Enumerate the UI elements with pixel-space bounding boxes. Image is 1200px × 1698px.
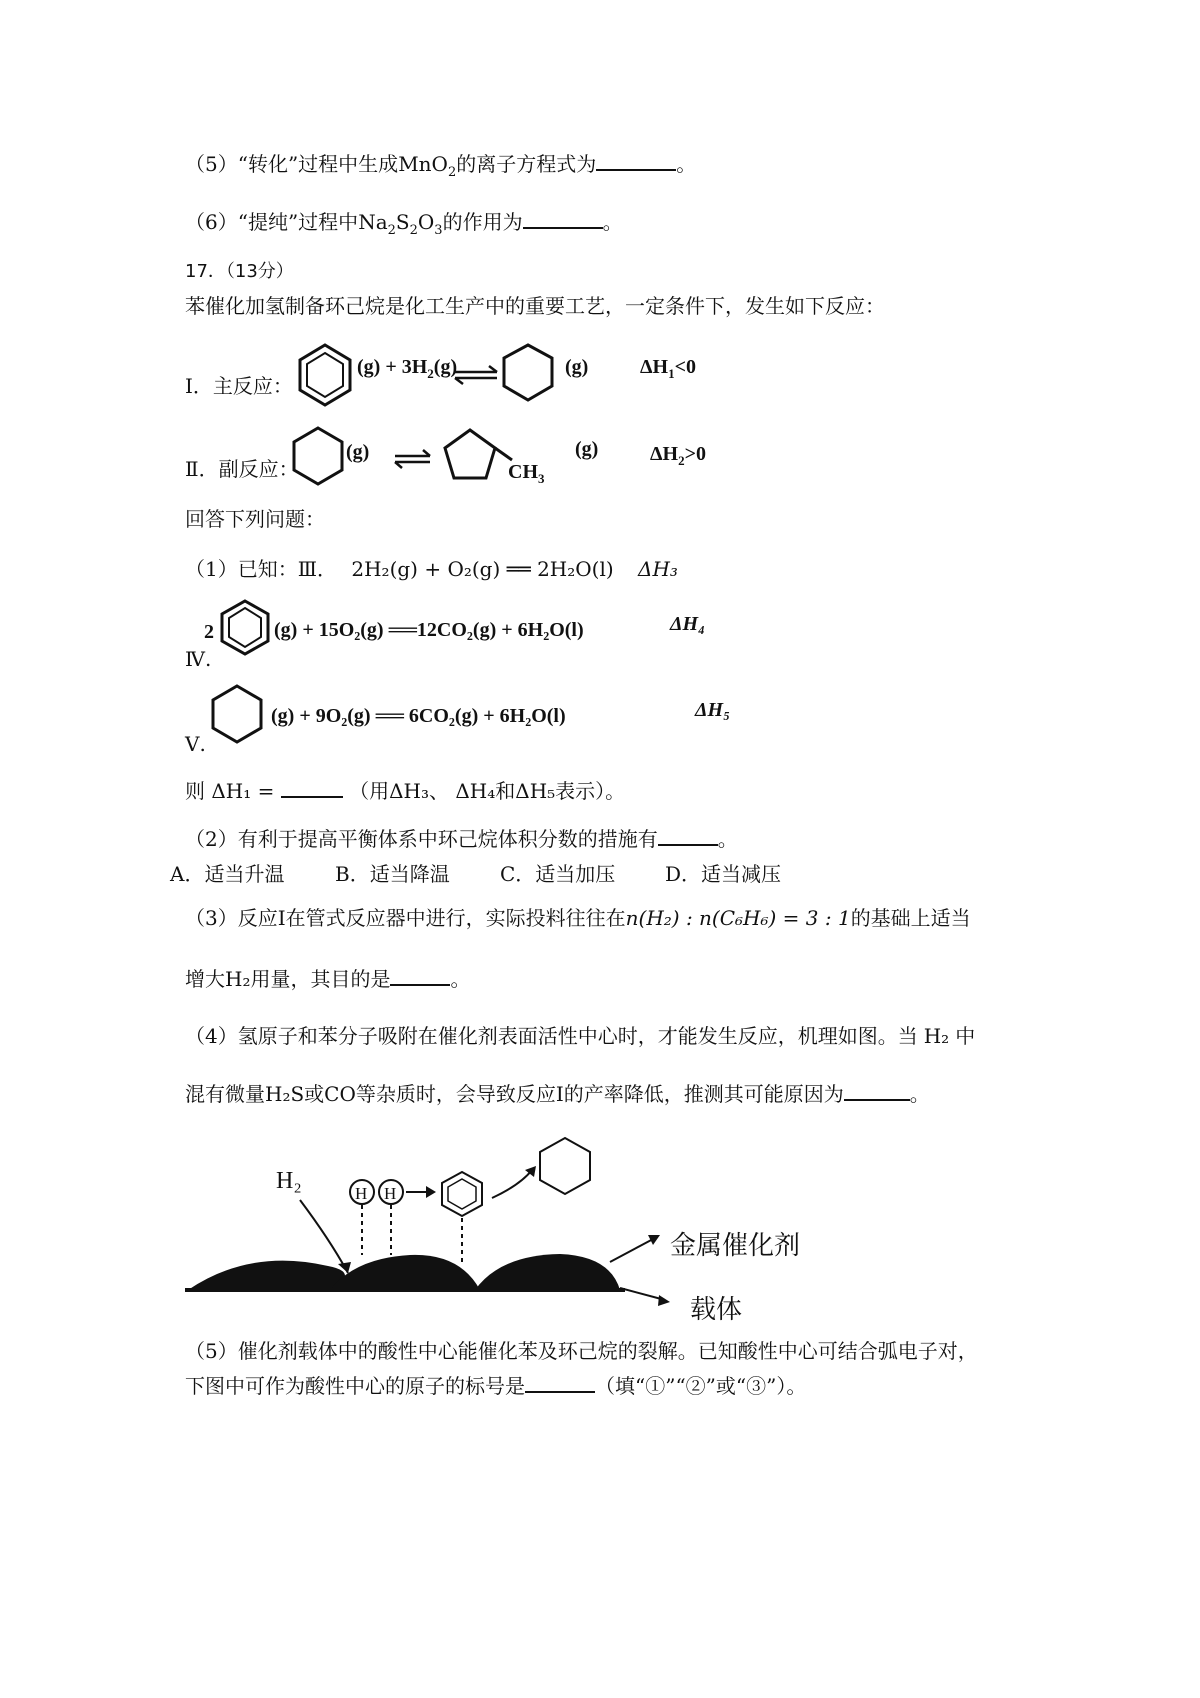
answer-blank[interactable] [281, 778, 343, 798]
r1-reagent: $(g) + 3H_2(g)$ [357, 356, 458, 381]
option-d[interactable]: D．适当减压 [665, 862, 782, 886]
answer-blank[interactable] [596, 151, 676, 171]
svg-text:(g) + 9O₂(g) ══ 6CO₂(g) + 6H₂O: (g) + 9O₂(g) ══ 6CO₂(g) + 6H₂O(l) [271, 705, 566, 727]
methylcyclopentane-icon [445, 430, 512, 478]
reaction-1-scheme [295, 340, 755, 420]
q17-part4-line2: 混有微量H₂S或CO等杂质时，会导致反应Ⅰ的产率降低，推测其可能原因为 。 [185, 1082, 930, 1106]
svg-text:H: H [384, 1184, 397, 1203]
arrow-icon [610, 1238, 655, 1262]
q17-part3-line1: （3）反应Ⅰ在管式反应器中进行，实际投料往往在n(H₂) : n(C₆H₆) = 3 : 1的基础上适当 [185, 906, 971, 930]
svg-text:ΔH₄: ΔH₄ [670, 613, 706, 635]
answer-blank[interactable] [844, 1081, 910, 1101]
reaction-5-scheme [205, 682, 765, 752]
reaction-5-label: Ⅴ. [185, 732, 206, 756]
q17-part1-answer: 则 ΔH₁ = （用ΔH₃、 ΔH₄和ΔH₅表示）。 [185, 779, 626, 803]
svg-text:(g) + 15O₂(g) ══12CO₂(g) + 6H₂: (g) + 15O₂(g) ══12CO₂(g) + 6H₂O(l) [274, 619, 584, 641]
q17-part3-line2: 增大H₂用量，其目的是 。 [185, 967, 471, 991]
support-surface [185, 1288, 625, 1292]
hydrogen-atom-icon [350, 1180, 374, 1204]
q17-part5-line2: 下图中可作为酸性中心的原子的标号是 （填“①”“②”或“③”）。 [185, 1374, 807, 1398]
cyclohexane-icon [294, 428, 342, 484]
svg-text:(g): (g) [346, 441, 370, 463]
arrow-icon [300, 1200, 348, 1273]
cyclohexane-icon [504, 345, 552, 400]
hydrogen-atom-icon [379, 1180, 403, 1204]
cyclohexane-icon [213, 686, 261, 742]
support-label: 载体 [690, 1295, 743, 1325]
answer-blank[interactable] [390, 966, 450, 986]
svg-text:H: H [355, 1184, 368, 1203]
q17-part5-line1: （5）催化剂载体中的酸性中心能催化苯及环己烷的裂解。已知酸性中心可结合弧电子对， [185, 1339, 978, 1363]
delta-h2: $\Delta H_2>0$ [650, 443, 707, 468]
equilibrium-arrow-icon [455, 366, 497, 384]
answer-blank[interactable] [658, 826, 718, 846]
benzene-icon [222, 601, 268, 654]
answer-blank[interactable] [523, 209, 603, 229]
equilibrium-arrow-icon [395, 450, 430, 468]
h2-label: H₂ [276, 1168, 302, 1194]
metal-catalyst-shape [188, 1254, 620, 1290]
arrow-icon [620, 1288, 665, 1300]
reaction-4-scheme [200, 596, 760, 666]
svg-text:2: 2 [204, 621, 214, 643]
option-b[interactable]: B．适当降温 [335, 862, 450, 886]
svg-text:(g): (g) [565, 356, 589, 378]
metal-catalyst-label: 金属催化剂 [670, 1231, 801, 1261]
q16-part5: （5）“转化”过程中生成MnO$_2$的离子方程式为 。 [185, 152, 697, 180]
option-a[interactable]: A．适当升温 [170, 862, 285, 886]
answer-blank[interactable] [525, 1373, 595, 1393]
q17-part1-eq3: （1）已知：Ⅲ． 2H₂(g) + O₂(g) ══ 2H₂O(l) ΔH₃ [185, 557, 678, 581]
benzene-icon [300, 345, 350, 405]
reaction-4-label: Ⅳ. [185, 647, 212, 671]
reaction-1-label: Ⅰ．主反应： [185, 374, 293, 398]
reaction-2-scheme [290, 420, 760, 505]
svg-text:ΔH₅: ΔH₅ [695, 699, 731, 721]
q17-part2-options [170, 860, 830, 888]
option-c[interactable]: C．适当加压 [500, 862, 616, 886]
q16-part6: （6）“提纯”过程中$Na_2S_2O_3$的作用为 。 [185, 210, 623, 238]
svg-text:(g): (g) [575, 438, 599, 460]
benzene-icon [442, 1172, 482, 1216]
q17-part4-line1: （4）氢原子和苯分子吸附在催化剂表面活性中心时，才能发生反应，机理如图。当 H₂ 中 [185, 1024, 976, 1048]
mechanism-figure [180, 1130, 840, 1330]
delta-h1: $\Delta H_1<0$ [640, 356, 697, 381]
reaction-2-label: Ⅱ．副反应： [185, 457, 299, 481]
q17-part2: （2）有利于提高平衡体系中环己烷体积分数的措施有 。 [185, 827, 738, 851]
arrow-icon [492, 1170, 532, 1198]
cyclohexane-icon [540, 1138, 590, 1194]
question-intro: 苯催化加氢制备环己烷是化工生产中的重要工艺，一定条件下，发生如下反应： [185, 294, 885, 318]
question-header: 17．（13分） [185, 261, 294, 282]
answer-prompt: 回答下列问题： [185, 507, 325, 531]
methyl-label: $CH_3$ [508, 461, 545, 486]
